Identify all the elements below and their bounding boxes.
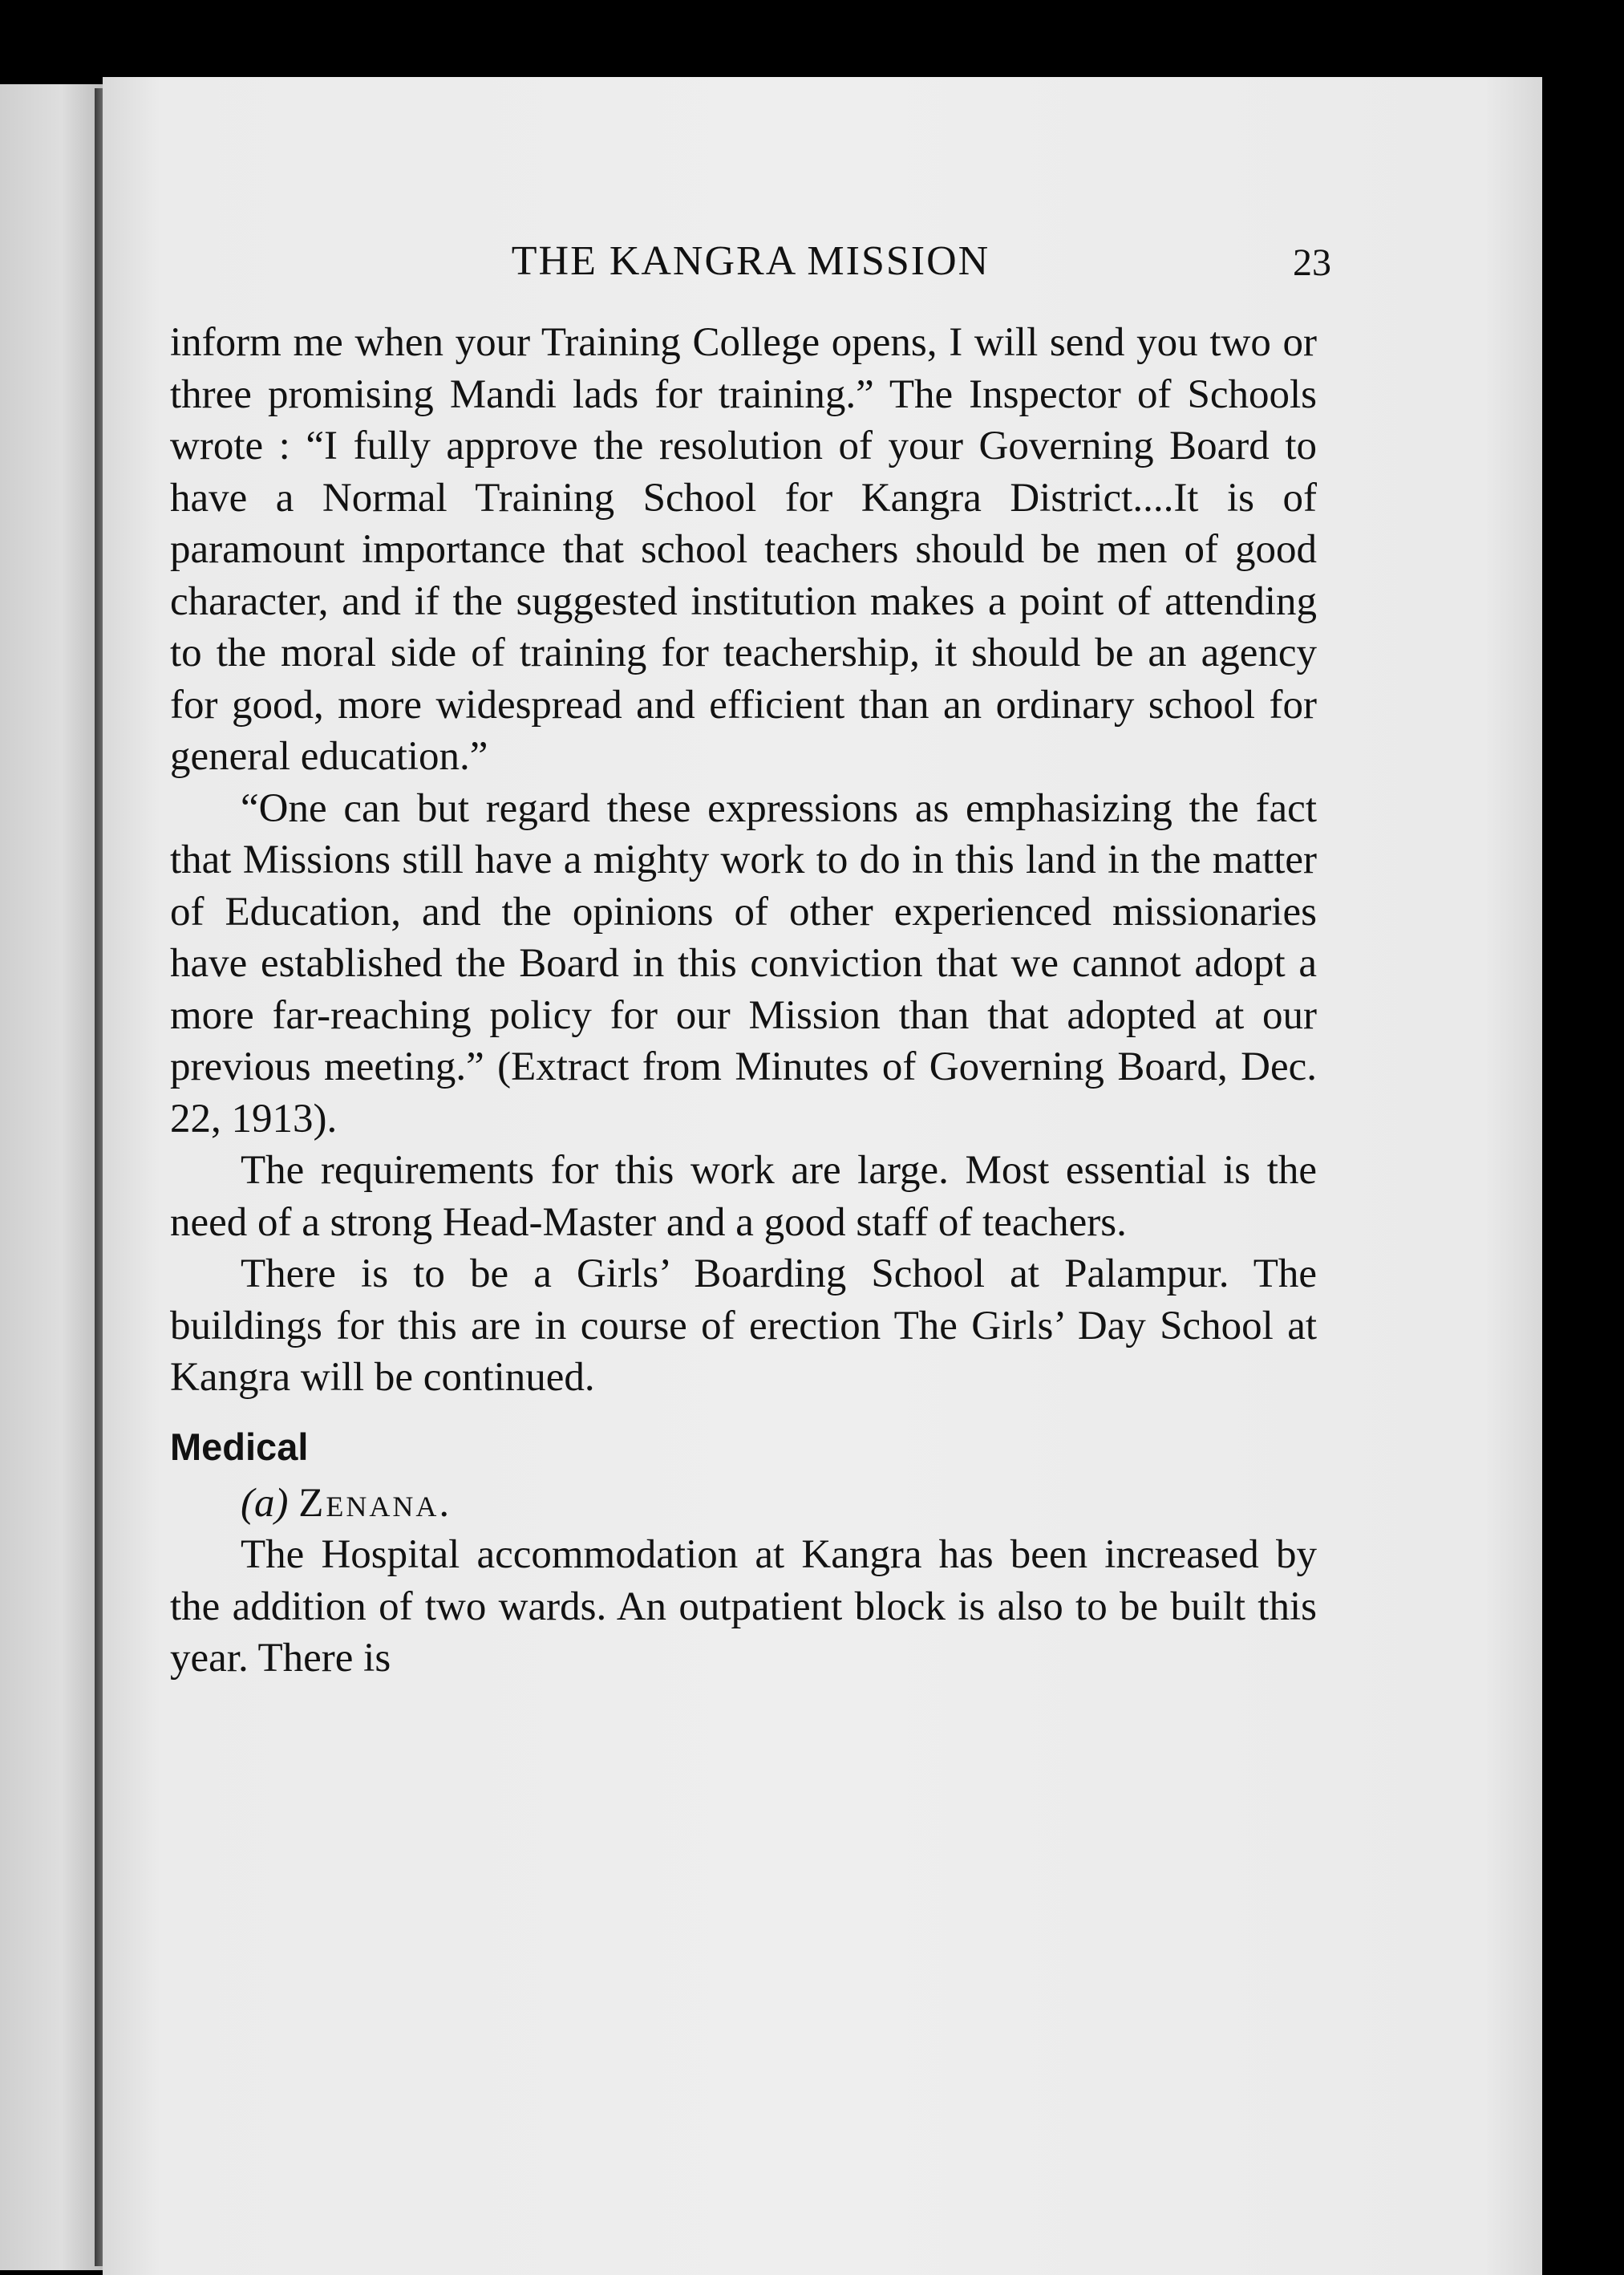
- running-head: [170, 237, 1331, 302]
- section-heading-medical: Medical: [170, 1425, 309, 1468]
- body-text: [170, 317, 1317, 1685]
- facing-page-edge: [0, 84, 103, 2270]
- subsection-label: Zenana.: [298, 1480, 452, 1526]
- subsection-marker: (a): [241, 1480, 289, 1526]
- paragraph-hospital: The Hospital accommodation at Kangra has been increased by the addition of two wards. An outpatient block is also to be built this year. There is: [170, 1532, 1317, 1681]
- paragraph-continued: inform me when your Training College opens, I will send you two or three promising Mandi lads for training.” The Inspector of Schools wrote : “I fully approve the resolution of your Governing Board to have a Normal Training School for Kangra District....It is of paramount importance that school teachers should be men of good character, and if the suggested institution makes a point of attending to the moral side of training for teachership, it should be an agency for good, more widespread and efficient than an ordinary school for general education.”: [170, 320, 1317, 779]
- book-spine: [95, 88, 103, 2266]
- paragraph-requirements: The requirements for this work are large. Most essential is the need of a strong Head-Master and a good staff of teachers.: [170, 1148, 1317, 1245]
- subsection-heading: [170, 1478, 1317, 1530]
- paragraph-girls-school: There is to be a Girls’ Boarding School at Palampur. The buildings for this are in course of erection The Girls’ Day School at Kangra will be continued.: [170, 1251, 1317, 1400]
- paragraph-quote: “One can but regard these expressions as emphasizing the fact that Missions still have a mighty work to do in this land in the matter of Education, and the opinions of other experienced missionaries have established the Board in this conviction that we cannot adopt a more far-reaching policy for our Mission than that adopted at our previous meeting.” (Extract from Minutes of Governing Board, Dec. 22, 1913).: [170, 785, 1317, 1142]
- running-title: THE KANGRA MISSION: [511, 238, 990, 284]
- page-number: 23: [1293, 241, 1331, 284]
